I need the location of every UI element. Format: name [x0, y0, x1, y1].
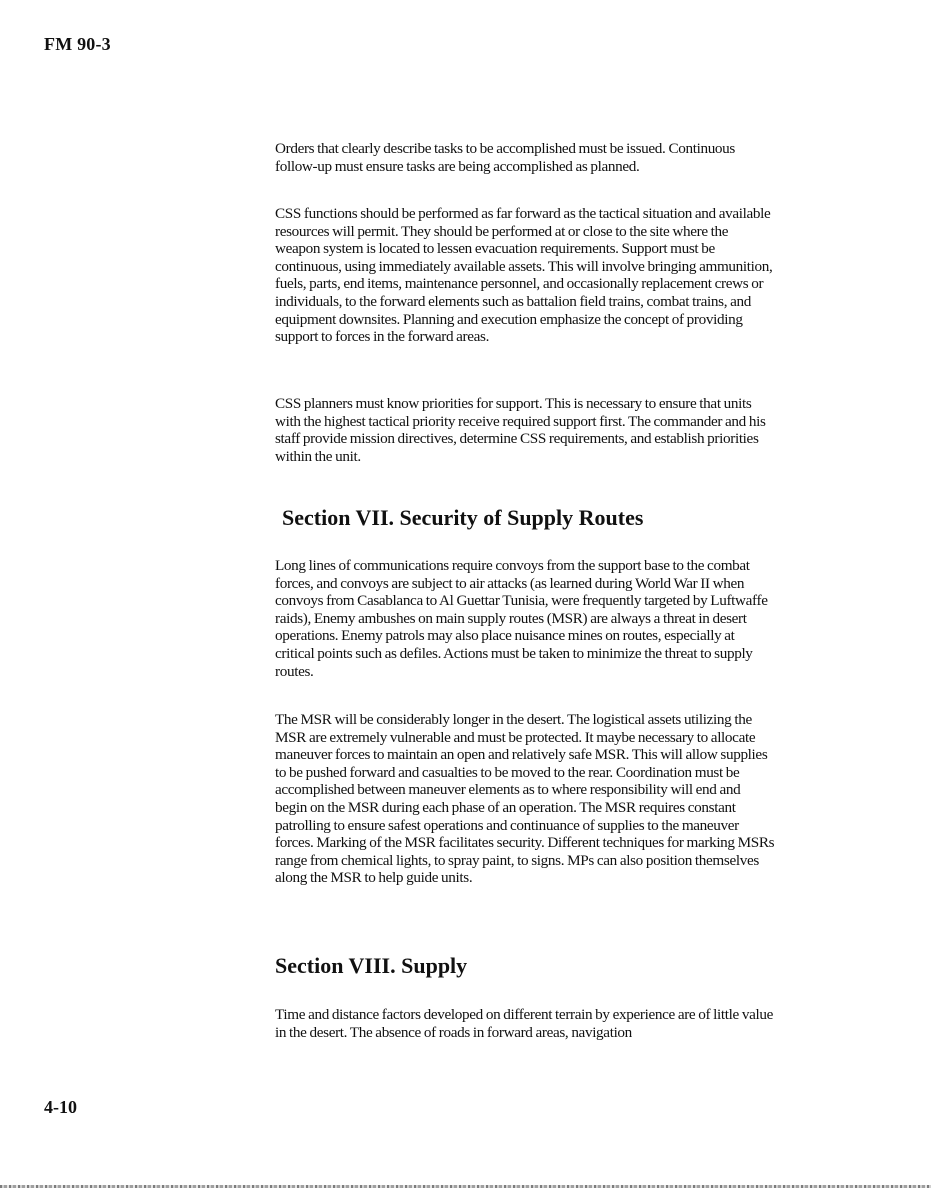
paragraph-css-functions: CSS functions should be performed as far forward as the tactical situation and available resources will permit. They should be performed at or close to the site where the weapon system is located to lessen evacuation requirements. Support must be continuous, using immediately available assets. This will involve bringing ammunition, fuels, parts, end items, maintenance personnel, and occasionally replacement crews or individuals, to the forward elements such as battalion field trains, combat trains, and equipment downsites. Planning and execution emphasize the concept of providing support to forces in the forward areas.: [275, 205, 773, 346]
section-heading-security-of-supply-routes: Section VII. Security of Supply Routes: [282, 505, 644, 530]
paragraph-css-planners: CSS planners must know priorities for support. This is necessary to ensure that units with the highest tactical priority receive required support first. The commander and his staff provide mission directives, determine CSS requirements, and establish priorities within the unit.: [275, 395, 766, 465]
paragraph-orders: Orders that clearly describe tasks to be accomplished must be issued. Continuous follow-up must ensure tasks are being accomplished as planned.: [275, 140, 735, 175]
document-id: FM 90-3: [44, 34, 111, 54]
paragraph-time-and-distance: Time and distance factors developed on different terrain by experience are of little value in the desert. The absence of roads in forward areas, navigation: [275, 1006, 773, 1041]
scan-artifact-divider: [0, 1185, 931, 1188]
paragraph-msr: The MSR will be considerably longer in the desert. The logistical assets utilizing the MSR are extremely vulnerable and must be protected. It maybe necessary to allocate maneuver forces to maintain an open and relatively safe MSR. This will allow supplies to be pushed forward and casualties to be moved to the rear. Coordination must be accomplished between maneuver elements as to where responsibility will end and begin on the MSR during each phase of an operation. The MSR requires constant patrolling to ensure safest operations and continuance of supplies to the maneuver forces. Marking of the MSR facilitates security. Different techniques for marking MSRs range from chemical lights, to spray paint, to signs. MPs can also position themselves along the MSR to help guide units.: [275, 711, 775, 887]
page-number: 4-10: [44, 1097, 77, 1117]
section-heading-supply: Section VIII. Supply: [275, 953, 468, 978]
paragraph-lines-of-communications: Long lines of communications require convoys from the support base to the combat forces, and convoys are subject to air attacks (as learned during World War II when convoys from Casablanca to Al Guettar Tunisia, were frequently targeted by Luftwaffe raids), Enemy ambushes on main supply routes (MSR) are always a threat in desert operations. Enemy patrols may also place nuisance mines on routes, especially at critical points such as defiles. Actions must be taken to minimize the threat to supply routes.: [275, 557, 768, 680]
